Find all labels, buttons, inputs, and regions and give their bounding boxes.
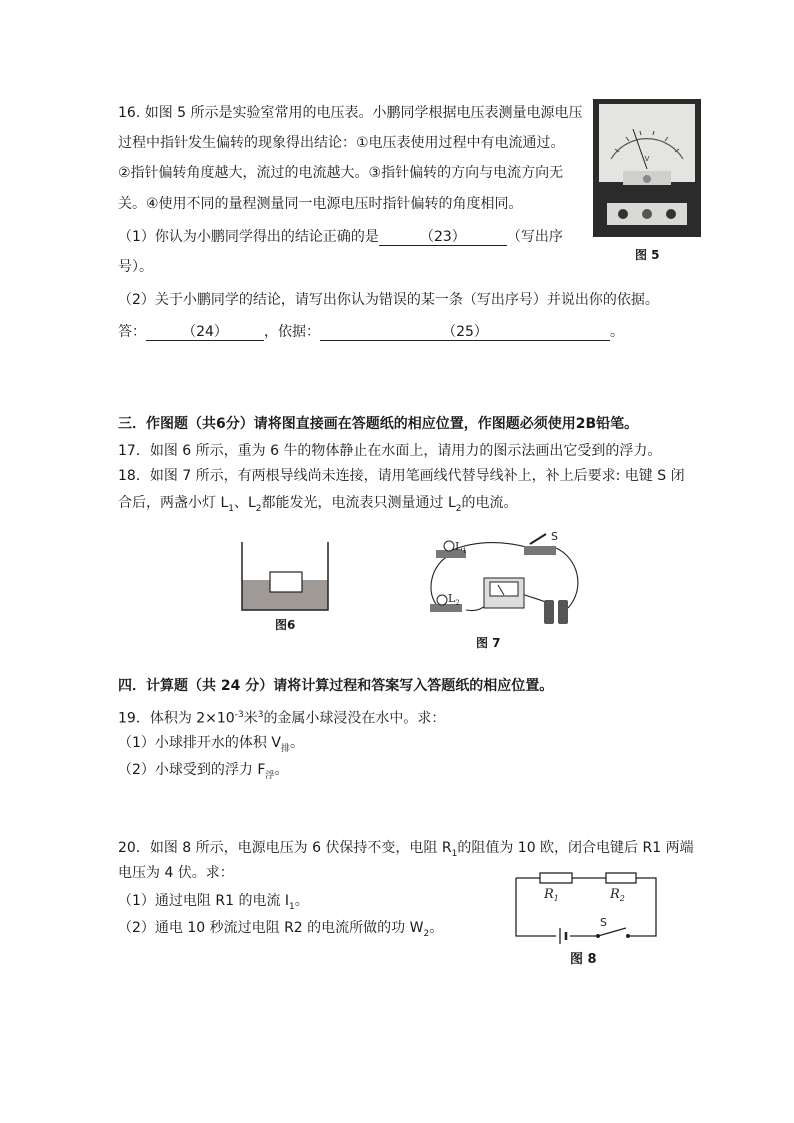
q20-line2: 电压为 4 伏。求： xyxy=(118,865,234,881)
label-R2-sub: 2 xyxy=(619,894,625,903)
label-L2-sub: 2 xyxy=(455,599,460,607)
lamp-L2-icon xyxy=(437,595,447,605)
q20-part2 xyxy=(118,918,443,944)
label-R1-sub: 1 xyxy=(553,894,559,903)
q20-part1-sub: 1 xyxy=(289,901,295,912)
q16-part1-line2: 号）。 xyxy=(118,259,153,275)
q18-line2 xyxy=(118,493,518,519)
q18-sub-2: 2 xyxy=(255,503,262,514)
q16-part2: （2）关于小鹏同学的结论，请写出你认为错误的某一条（写出序号）并说出你的依据。 xyxy=(118,292,659,308)
q16-line4: 关。④使用不同的量程测量同一电源电压时指针偏转的角度相同。 xyxy=(118,196,523,212)
q16-part1 xyxy=(118,227,563,247)
section-3-heading: 三．作图题（共6分）请将图直接画在答题纸的相应位置，作图题必须使用2B铅笔。 xyxy=(118,416,639,432)
meter-letter: V xyxy=(644,155,650,163)
lamp-L1-icon xyxy=(444,541,454,551)
label-S8: S xyxy=(600,916,607,929)
q20-line1-part-b: 的阻值为 10 欧，闭合电键后 R1 两端 xyxy=(457,840,694,856)
q20-line1-sub: 1 xyxy=(451,848,458,859)
section-4-heading: 四．计算题（共 24 分）请将计算过程和答案写入答题纸的相应位置。 xyxy=(118,678,554,694)
battery-cell-2 xyxy=(558,600,568,624)
q20-part1-end: 。 xyxy=(294,893,309,909)
figure-7-caption: 图 7 xyxy=(476,636,501,650)
q16-part1-suffix: （写出序 xyxy=(506,229,563,245)
label-R1: R xyxy=(544,887,554,902)
resistor-R1 xyxy=(540,873,572,883)
q16-part1-prefix: （1）你认为小鹏同学得出的结论正确的是 xyxy=(118,229,379,245)
q19-part2-end: 。 xyxy=(274,762,289,778)
switch-base xyxy=(524,546,556,555)
answer-blank-25[interactable]: （25） xyxy=(320,324,610,341)
q19-part2 xyxy=(118,760,288,786)
answer-blank-23[interactable]: （23） xyxy=(379,229,507,246)
svg-text:L2 xyxy=(448,592,460,607)
q20-part1 xyxy=(118,891,309,917)
q19-part2-text: （2）小球受到的浮力 F xyxy=(118,762,266,778)
answer-blank-24[interactable]: （24） xyxy=(146,324,264,341)
svg-text:R2 xyxy=(609,887,625,903)
figure-6-container xyxy=(238,540,334,612)
figure-8-circuit xyxy=(510,868,662,948)
svg-text:L1 xyxy=(455,540,467,555)
q19-part-a: 19．体积为 2×10 xyxy=(118,710,235,727)
q19-part-b: 米 xyxy=(243,710,258,727)
q18-sub-1: 1 xyxy=(228,503,234,514)
label-R2: R xyxy=(610,887,620,902)
label-S: S xyxy=(551,530,558,543)
resistor-R2 xyxy=(606,873,636,883)
basis-label: ，依据： xyxy=(264,324,320,340)
q20-part1-text: （1）通过电阻 R1 的电流 I xyxy=(118,893,290,909)
figure-8-caption: 图 8 xyxy=(570,952,597,967)
figure-5-caption: 图 5 xyxy=(635,248,660,262)
figure-5-voltmeter xyxy=(593,99,701,237)
switch-icon xyxy=(598,928,626,936)
q16-line2: 过程中指针发生偏转的现象得出结论：①电压表使用过程中有电流通过。 xyxy=(118,135,565,151)
svg-text:R1 xyxy=(543,887,559,903)
q19-text xyxy=(118,705,445,729)
label-L1: L xyxy=(455,540,463,553)
q19-part1-text: （1）小球排开水的体积 V xyxy=(118,735,281,751)
voltmeter-icon xyxy=(593,99,701,237)
q19-part2-sub: 浮 xyxy=(265,770,275,781)
q18-line2-part-c: 都能发光，电流表只测量通过 L xyxy=(261,495,456,511)
q19-exponent-2: 3 xyxy=(257,710,264,720)
q17-text: 17．如图 6 所示，重为 6 牛的物体静止在水面上，请用力的图示法画出它受到的浮力。 xyxy=(118,443,662,459)
q19-exponent: -3 xyxy=(234,710,244,720)
label-L2: L xyxy=(448,592,456,605)
q18-sub-3: 2 xyxy=(455,503,462,514)
floating-block xyxy=(270,572,302,592)
q18-line2-part-d: 的电流。 xyxy=(461,495,518,511)
q16-line3: ②指针偏转角度越大，流过的电流越大。③指针偏转的方向与电流方向无 xyxy=(118,165,564,181)
q18-line1: 18．如图 7 所示，有两根导线尚未连接，请用笔画线代替导线补上，补上后要求: 电键 S 闭 xyxy=(118,468,685,484)
q20-part2-sub: 2 xyxy=(423,928,430,939)
answer-end: 。 xyxy=(610,324,624,340)
answer-label: 答： xyxy=(118,324,146,340)
q16-line1: 16. 如图 5 所示是实验室常用的电压表。小鹏同学根据电压表测量电源电压 xyxy=(118,105,583,121)
q20-line1 xyxy=(118,838,694,864)
q20-part2-text: （2）通电 10 秒流过电阻 R2 的电流所做的功 W xyxy=(118,920,424,936)
figure-7-circuit xyxy=(418,528,588,638)
q16-answer-line xyxy=(118,322,624,342)
q20-line1-part-a: 20．如图 8 所示，电源电压为 6 伏保持不变，电阻 R xyxy=(118,840,452,856)
q19-part-c: 的金属小球浸没在水中。求： xyxy=(263,710,446,727)
switch-lever-icon xyxy=(530,534,546,544)
q19-part1-sub: 排 xyxy=(280,743,290,754)
q20-part2-end: 。 xyxy=(429,920,444,936)
label-L1-sub: 1 xyxy=(462,547,467,555)
q18-line2-part-a: 合后，两盏小灯 L xyxy=(118,495,229,511)
battery-cell-1 xyxy=(544,600,554,624)
q18-line2-part-b: 、L xyxy=(233,495,256,511)
figure-6-caption: 图6 xyxy=(275,618,296,632)
q19-part1 xyxy=(118,733,304,759)
q19-part1-end: 。 xyxy=(289,735,304,751)
